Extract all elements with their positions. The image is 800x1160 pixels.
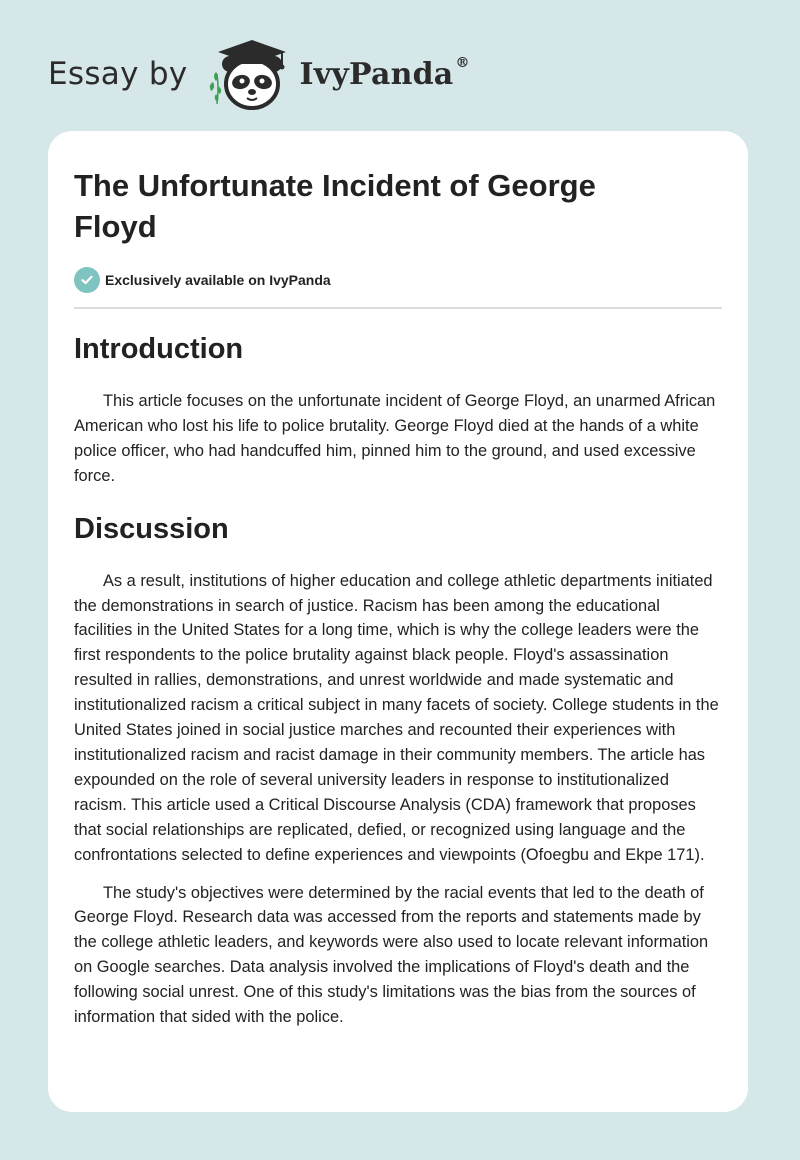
paragraph: This article focuses on the unfortunate incident of George Floyd, an unarmed African American who lost his life to police brutality. George Floyd died at the hands of a white police officer, who had handcuffed him, pinned him to the ground, and used excessive force. [74,392,716,485]
exclusive-badge-text: Exclusively available on IvyPanda [105,272,331,288]
ivy-leaves-icon [209,72,220,104]
section-discussion [74,511,722,1030]
brand-header[interactable] [48,34,470,114]
divider [74,307,722,309]
page-title: The Unfortunate Incident of George Floyd [74,168,596,244]
exclusive-badge [74,267,722,293]
essay-card [48,131,748,1112]
section-heading: Discussion [74,512,229,545]
paragraph: As a result, institutions of higher education and college athletic departments initiated the demonstrations in search of justice. Racism has been among the educational facilities in the United States for a long time, which is why the college leaders were the first respondents to the police brutality against black people. Floyd's assassination resulted in rallies, demonstrations, and unrest worldwide and made systematic and institutionalized racism a critical subject in many facets of society. College students in the United States joined in social justice marches and recounted their experiences with institutionalized racism and racist damage in their community members. The article has expounded on the role of several university leaders in response to institutionalized racism. This article used a Critical Discourse Analysis (CDA) framework that proposes that social relationships are replicated, defied, or recognized using language and the confrontations selected to define experiences and viewpoints (Ofoegbu and Ekpe 171). [74,571,719,864]
section-introduction [74,331,722,489]
registered-mark: ® [455,54,470,71]
section-heading: Introduction [74,333,244,365]
paragraph: The study's objectives were determined by the racial events that led to the death of George Floyd. Research data was accessed from the reports and statements made by the college athletic leaders, and keywords were also used to locate relevant information on Google searches. Data analysis involved the implications of Floyd's death and the following social unrest. One of this study's limitations was the bias from the sources of information that sided with the police. [74,883,709,1027]
check-icon [74,267,100,293]
brand-name: IvyPanda ® [299,54,470,92]
panda-graduation-cap-icon [204,34,296,114]
brand-prefix: Essay by [48,56,188,92]
